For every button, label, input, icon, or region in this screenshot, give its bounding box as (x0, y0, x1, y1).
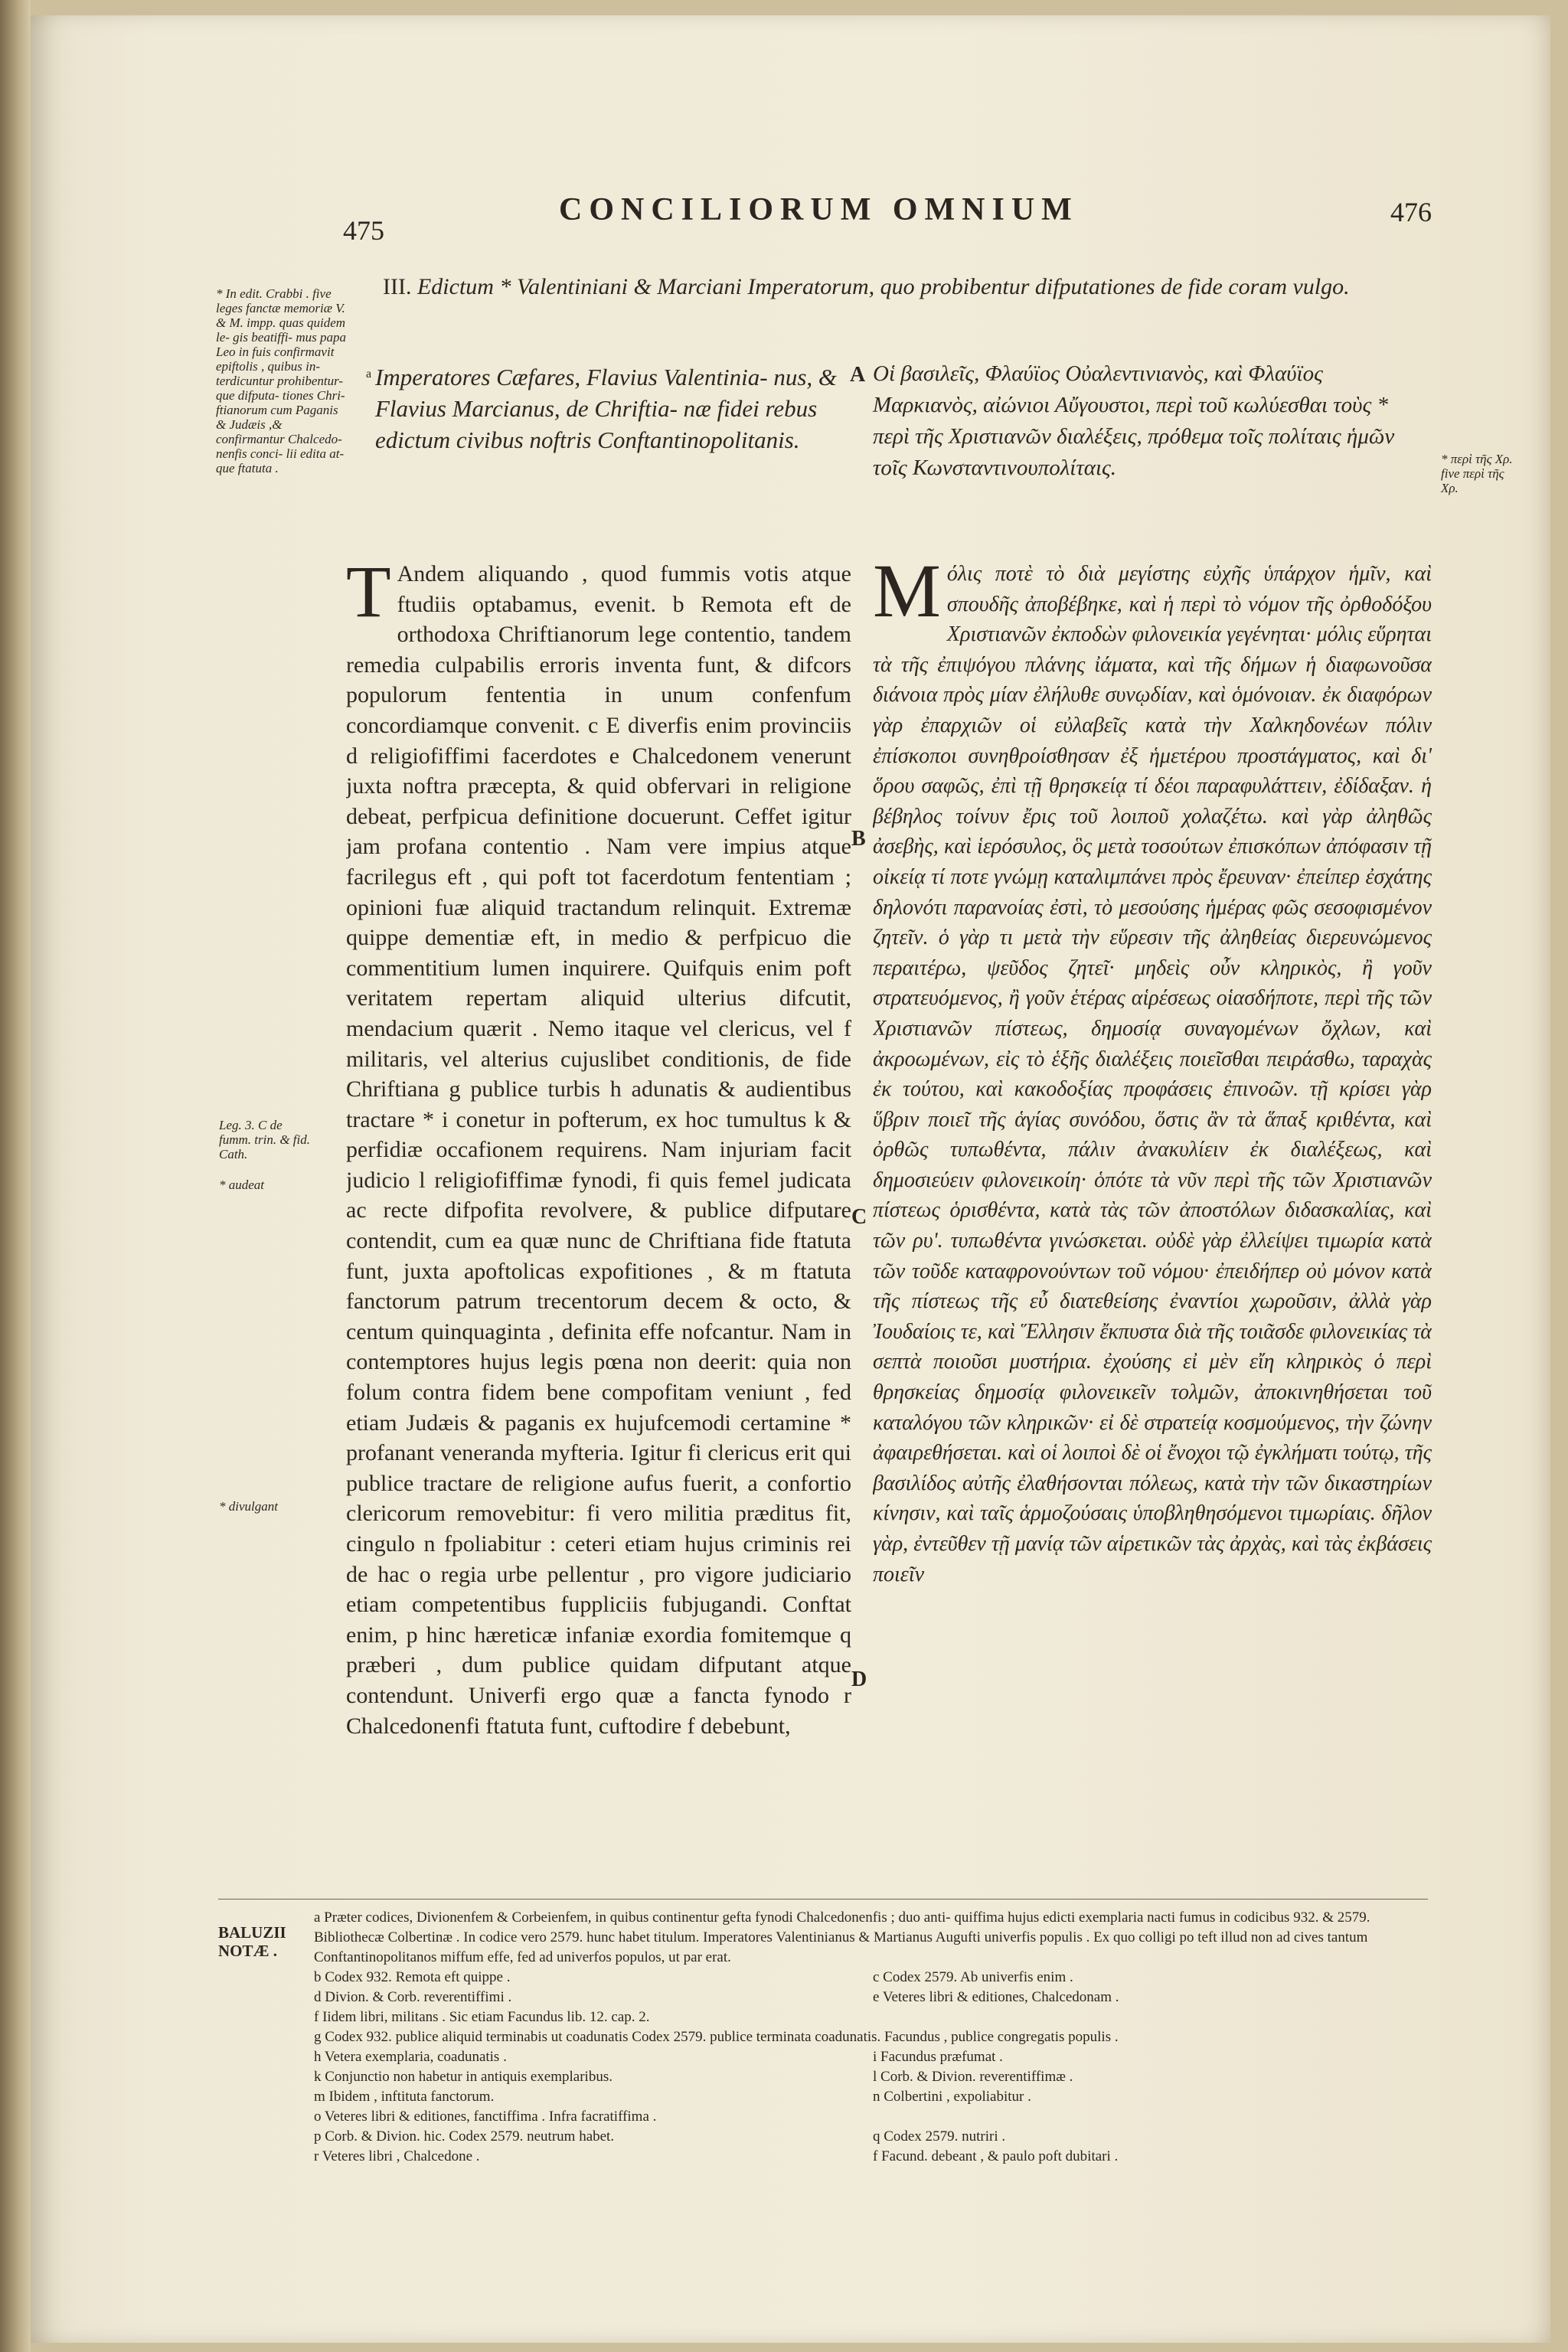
note-entry: e Veteres libri & editiones, Chalcedonam . (873, 1989, 1119, 2005)
section-letter-c: C (851, 1205, 867, 1229)
note-entry: q Codex 2579. nutriri . (873, 2128, 1006, 2145)
note-entry: g Codex 932. publice aliquid terminabis ut coadunatis Codex 2579. publice terminata coadunatis. Facundus , publice congregatis populis . (314, 2029, 1119, 2045)
note-entry: i Facundus præfumat . (873, 2049, 1003, 2065)
left-page-number: 475 (343, 215, 384, 246)
edict-title-text: Edictum * Valentiniani & Marciani Imperatorum, quo probibentur difputationes de fide coram vulgo. (416, 274, 1350, 299)
latin-dropcap: T (346, 559, 391, 632)
edict-number: III. (383, 274, 412, 299)
margin-note-divulgant: * divulgant (219, 1499, 278, 1514)
greek-body (873, 559, 1432, 1891)
margin-note-audeat: * audeat (219, 1178, 265, 1192)
note-entry: p Corb. & Divion. hic. Codex 2579. neutrum habet. (314, 2128, 615, 2145)
running-title: CONCILIORUM OMNIUM (559, 192, 1079, 227)
book-gutter (0, 0, 31, 2352)
note-entry: d Divion. & Corb. reverentiffimi . (314, 1989, 512, 2005)
latin-intro: Imperatores Cæfares, Flavius Valentinia- nus, & Flavius Marcianus, de Chriftia- næ fidei rebus edictum civibus noftris Conftantinopolitanis. (375, 364, 838, 453)
edict-title (383, 273, 1432, 302)
margin-note-lex: Leg. 3. C de fumm. trin. & fid. Cath. (219, 1118, 311, 1161)
notes-heading: BALUZII NOTÆ . (218, 1923, 286, 1960)
note-ref-a: a (366, 368, 372, 381)
greek-intro: Οἱ βασιλεῖς, Φλαύϊος Οὐαλεντινιανὸς, καὶ Φλαύϊος Μαρκιανὸς, αἰώνιοι Αὔγουστοι, περὶ τοῦ κωλύεσθαι τοὺς * περὶ τῆς Χριστιανῶν διαλέξεις, πρόθεμα τοῖς πολίταις ἡμῶν τοῖς Κωνσταντινουπολίταις. (873, 361, 1395, 480)
note-entry: c Codex 2579. Ab univerfis enim . (873, 1969, 1073, 1985)
notes-rule (218, 1899, 1428, 1900)
notes-list (314, 1908, 1432, 2268)
greek-dropcap: Μ (873, 559, 941, 633)
note-entry: r Veteres libri , Chalcedone . (314, 2148, 480, 2164)
greek-body-text: όλις ποτὲ τὸ διὰ μεγίστης εὐχῆς ὑπάρχον ἡμῖν, καὶ σπουδῆς ἀποβέβηκε, καὶ ἡ περὶ τὸ νόμον τῆς ὀρθοδόξου Χριστιανῶν ἐκποδὼν φιλονεικία γεγένηται· μόλις εὕρηται τὰ τῆς ἐπιψόγου πλάνης ἰάματα, καὶ τῆς δήμων ἡ διαφωνοῦσα διάνοια πρὸς μίαν ἐλήλυθε συνῳδίαν, καὶ ὁμόνοιαν. ἐκ διαφόρων γὰρ ἐπαρχιῶν οἱ εὐλαβεῖς κατὰ τὴν Χαλκηδονέων πόλιν ἐπίσκοποι συνηθροίσθησαν ἐξ ἡμετέρου προστάγματος, καὶ δι' ὅρου σαφῶς, ἐπὶ τῇ θρησκείᾳ τί δέοι παραφυλάττειν, ἐδίδαξαν. ἡ βέβηλος τοίνυν ἔρις τοῦ λοιποῦ χολαζέτω. καὶ γὰρ ἀληθῶς ἀσεβὴς, καὶ ἱερόσυλος, ὃς μετὰ τοσούτων ἐπισκόπων ἀπόφασιν τῇ οἰκείᾳ τί ποτε γνώμῃ καταλιμπάνει πρὸς ἔρευναν· ἐπείπερ ἐσχάτης δηλονότι παρανοίας ἐστὶ, τὸ μεσούσης ἡμέρας φῶς σεσοφισμένον ζητεῖν. ὁ γὰρ τι μετὰ τὴν εὕρεσιν τῆς ἀληθείας διερευνώμενος περαιτέρω, ψεῦδος ζητεῖ· μηδεὶς οὖν κληρικὸς, ἢ γοῦν στρατευόμενος, ἢ γοῦν ἑτέρας αἱρέσεως οἱασδήποτε, περὶ τῆς τῶν Χριστιανῶν πίστεως, δημοσίᾳ συναγομένων ὄχλων, καὶ ἀκροωμένων, εἰς τὸ ἑξῆς διαλέξεις ποιεῖσθαι πειράσθω, ταραχὰς ἐκ τούτου, καὶ κακοδοξίας προφάσεις ἐπινοῶν. τῇ κρίσει γὰρ ὕβριν ποιεῖ τῆς ἁγίας συνόδου, ὅστις ἂν τὰ ἅπαξ κριθέντα, καὶ ὀρθῶς τυπωθέντα, πάλιν ἀνακυλίειν ἐκ διαλέξεως, καὶ δημοσιεύειν φιλονεικοίη· ὁπότε τὰ νῦν περὶ τῆς τῶν Χριστιανῶν πίστεως ὁρισθέντα, κατὰ τὰς τῶν ἀποστόλων διδασκαλίας, καὶ τῶν ρυʹ. τυπωθέντα γινώσκεται. οὐδὲ γὰρ ἐλλείψει τιμωρία κατὰ τῶν τοῦδε καταφρονούντων τοῦ νόμου· ἐπειδήπερ οὐ μόνον κατὰ τῆς πίστεως τῆς εὖ διατεθείσης ἐναντίοι χωροῦσιν, ἀλλὰ γὰρ Ἰουδαίοις τε, καὶ Ἕλλησιν ἔκπυστα διὰ τῆς τοιᾶσδε φιλονεικίας τὰ σεπτὰ ποιοῦσι μυστήρια. ἐχούσης εἰ μὲν εἴη κληρικὸς ὁ περὶ θρησκείας δημοσίᾳ φιλονεικεῖν τολμῶν, ἀποκινηθήσεται τοῦ καταλόγου τῶν κληρικῶν· εἰ δὲ στρατείᾳ κοσμούμενος, τὴν ζώνην ἀφαιρεθήσεται. καὶ οἱ λοιποὶ δὲ οἱ ἔνοχοι τῷ ἐγκλήματι τούτῳ, τῆς βασιλίδος αὐτῆς ἐλαθήσονται πόλεως, κατὰ τὴν τῶν δικαστηρίων κίνησιν, καὶ ταῖς ἁρμοζούσαις ὑποβληθησόμενοι τιμωρίαις. δῆλον γὰρ, ἐντεῦθεν τῇ μανίᾳ τῶν αἱρετικῶν τὰς ἀρχὰς, καὶ τὰς ἐκβάσεις ποιεῖν (873, 562, 1432, 1586)
note-entry: a Præter codices, Divionenfem & Corbeienfem, in quibus continentur gefta fynodi Chalcedonenfis ; duo anti- quiffima hujus edicti exemplaria nacti fumus in codicibus 932. & 2579. Bibliothecæ Colbertinæ . In codice vero 2579. hunc habet titulum. Imperatores Valentinianus & Martianus Augufti univerfis populis . Ex quo colligi po teft illud non ad cives tantum Conftantinopolitanos miffum effe, fed ad univerfos populos, ut par erat. (314, 1909, 1370, 1965)
note-entry: o Veteres libri & editiones, fanctiffima . Infra facratiffima . (314, 2109, 657, 2125)
right-page-number: 476 (1390, 197, 1432, 227)
greek-margin-note: * περὶ τῆς Χρ. five περὶ τῆς Χρ. (1441, 452, 1513, 495)
section-letter-b: B (851, 827, 866, 851)
note-entry: k Conjunctio non habetur in antiquis exemplaribus. (314, 2069, 612, 2085)
section-letter-d: D (851, 1668, 867, 1691)
note-entry: l Corb. & Divion. reverentiffimæ . (873, 2069, 1073, 2085)
margin-note-edition: * In edit. Crabbi . five leges fanctæ memoriæ V. & M. impp. quas quidem le- gis beatiffi- mus papa Leo in fuis confirmavit epiftolis , quibus in- terdicuntur prohibentur- que difputa- tiones Chri- ftianorum cum Paganis & Judæis ,& confirmantur Chalcedo- nenfis conci- lii edita at- que ftatuta . (216, 286, 346, 475)
note-entry: m Ibidem , inftituta fanctorum. (314, 2089, 495, 2105)
latin-body-text: Andem aliquando , quod fummis votis atque ftudiis optabamus, evenit. b Remota eft de orthodoxa Chriftianorum lege contentio, tandem remedia culpabilis erroris inventa funt, & difcors populorum fententia in unum confenfum concordiamque convenit. c E diverfis enim provinciis d religiofiffimi facerdotes e Chalcedonem venerunt juxta noftra præcepta, & quid obfervari in religione debeat, perfpicua definitione docuerunt. Ceffet igitur jam profana contentio . Nam vere impius atque facrilegus eft , qui poft tot facerdotum fententiam ; opinioni fuæ aliquid tractandum relinquit. Extremæ quippe dementiæ eft, in medio & perfpicuo die commentitium lumen inquirere. Quifquis enim poft veritatem repertam aliquid ulterius difcutit, mendacium quærit . Nemo itaque vel clericus, vel f militaris, vel alterius cujuslibet conditionis, de fide Chriftiana g publice turbis h adunatis & audientibus tractare * i conetur in pofterum, ex hoc tumultus k & perfidiæ occafionem requirens. Nam injuriam facit judicio l religiofiffimæ fynodi, fi quis femel judicata ac recte difpofita revolvere, & publice difputare contendit, cum ea quæ nunc de Chriftiana fide ftatuta funt, juxta apoftolicas expofitiones , & m ftatuta fanctorum patrum trecentorum decem & octo, & centum quinquaginta , definita effe nofcantur. Nam in contemptores hujus legis pœna non deerit: quia non folum contra fidem bene compofitam veniunt , fed etiam Judæis & paganis ex hujufcemodi certamine * profanant veneranda myfteria. Igitur fi clericus erit qui publice tractare de religione aufus fuerit, a confortio clericorum removebitur: fi vero militia præditus fit, cingulo n fpoliabitur : ceteri etiam hujus criminis rei de hac o regia urbe pellentur , pro vigore judiciario etiam competentibus fuppliciis fubjugandi. Conftat enim, p hinc hæreticæ infaniæ exordia fomitemque q præberi , dum publice quidam difputant atque contendunt. Univerfi ergo quæ a fancta fynodo r Chalcedonenfi ftatuta funt, cuftodire f debebunt, (346, 561, 851, 1739)
latin-body (346, 559, 851, 1891)
note-entry: b Codex 932. Remota eft quippe . (314, 1969, 511, 1985)
note-entry: f Facund. debeant , & paulo poft dubitari . (873, 2148, 1119, 2164)
note-entry: f Iidem libri, militans . Sic etiam Facundus lib. 12. cap. 2. (314, 2009, 650, 2025)
note-entry: h Vetera exemplaria, coadunatis . (314, 2049, 507, 2065)
note-entry: n Colbertini , expoliabitur . (873, 2089, 1031, 2105)
section-letter-a: A (850, 363, 866, 387)
